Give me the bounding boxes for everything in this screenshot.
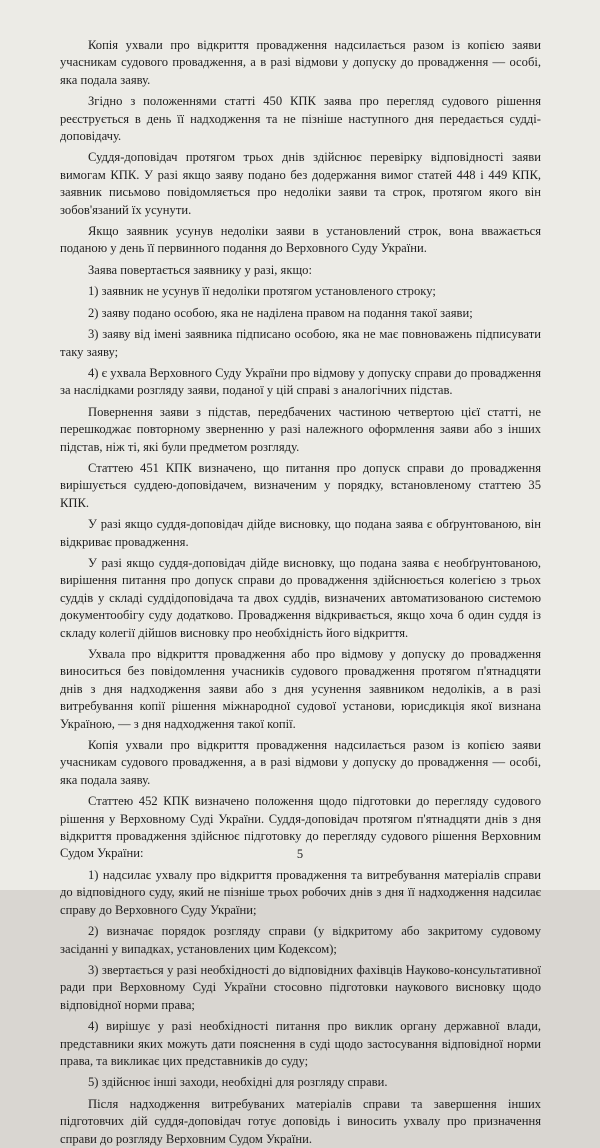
paragraph: У разі якщо суддя-доповідач дійде висновку, що подана заява є необґрунтованою, вирішення питання про допуск справи до провадження здійснюється колегією з трьох суддів у складі суддідоповідача та двох суддів, визначених автоматизованою системою документообігу суду додатково. Провадження відкривається, якщо хоча б один суддя із складу колегії дійшов висновку про необхідність його відкриття. [60,555,541,640]
paragraph: Повернення заяви з підстав, передбачених частиною четвертою цієї статті, не перешкоджає повторному зверненню у разі належного оформлення заяви або з інших підстав, ніж ті, які були предметом розгляду. [60,404,541,454]
paragraph: Після надходження витребуваних матеріалів справи та завершення інших підготовчих дій суддя-доповідач готує доповідь і виносить ухвалу про призначення справи до розгляду Верховним Судом України. [60,1096,541,1146]
list-item: 1) надсилає ухвалу про відкриття провадження та витребування матеріалів справи до відповідного суду, який не пізніше трьох робочих днів з дня її надходження надсилає справу до Верховного Суду України; [60,867,541,917]
paragraph: Статтею 452 КПК визначено положення щодо підготовки до перегляду судового рішення у Верховному Суді України. Суддя-доповідач протягом п'ятнадцяти днів з дня відкриття провадження здійснює підготовку до перегляду судового рішення Верховним Судом України: [60,794,541,861]
paragraph: Копія ухвали про відкриття провадження надсилається разом із копією заяви учасникам судового провадження, а в разі відмови у допуску до провадження — особі, яка подала заяву. [60,38,541,87]
paragraph: Заява повертається заявнику у разі, якщо: [88,262,312,277]
list-item: 5) здійснює інші заходи, необхідні для розгляду справи. [88,1075,388,1090]
list-item: 3) звертається у разі необхідності до відповідних фахівців Науково-консультативної ради при Верховному Суді України стосовно підготовки наукового висновку щодо відповідної норми права; [60,962,541,1012]
paragraph: У разі якщо суддя-доповідач дійде висновку, що подана заява є обґрунтованою, він відкриває провадження. [60,517,541,549]
paragraph: Копія ухвали про відкриття провадження надсилається разом із копією заяви учасникам судового провадження, а в разі відмови у допуску до провадження — особі, яка подала заяву. [60,738,541,787]
paragraph: Згідно з положеннями статті 450 КПК заява про перегляд судового рішення реєструється в день її надходження та не пізніше наступного дня передається судді-доповідачу. [60,94,541,144]
paragraph: Суддя-доповідач протягом трьох днів здійснює перевірку відповідності заяви вимогам КПК. У разі якщо заяву подано без додержання вимог статей 448 і 449 КПК, заявник письмово повідомляється про недоліки заяви та строк, протягом якого він зобов'язаний їх усунути. [60,150,541,217]
list-item: 2) заяву подано особою, яка не наділена правом на подання такої заяви; [88,305,473,320]
paragraph: Ухвала про відкриття провадження або про відмову у допуску до провадження виноситься без повідомлення учасників судового провадження протягом п'ятнадцяти днів з дня надходження заяви або з дня усунення заявником недоліків, а в разі витребування копії рішення міжнародної судової установи, юрисдикція якої визнана Україною, — з дня надходження такої копії. [60,647,541,731]
list-item: 4) є ухвала Верховного Суду України про відмову у допуску справи до провадження за наслідками розгляду заяви, поданої у цій справі з аналогічних підстав. [60,365,541,398]
document-body [60,37,541,1148]
paragraph: Якщо заявник усунув недоліки заяви в установлений строк, вона вважається поданою у день її первинного подання до Верховного Суду України. [60,224,541,256]
list-item: 2) визначає порядок розгляду справи (у відкритому або закритому судовому засіданні у випадках, установлених цим Кодексом); [60,924,541,956]
page-number: 5 [296,847,304,861]
list-item: 3) заяву від імені заявника підписано особою, яка не має повноважень підписувати таку заяву; [60,327,541,359]
list-item: 1) заявник не усунув її недоліки протягом установленого строку; [88,284,436,299]
paragraph: Статтею 451 КПК визначено, що питання про допуск справи до провадження вирішується суддею-доповідачем, визначеним у порядку, встановленому статтею 35 КПК. [60,460,541,510]
list-item: 4) вирішує у разі необхідності питання про виклик органу державної влади, представники яких можуть дати пояснення в суді щодо застосування відповідної норми права, та викликає цих представників до суду; [60,1019,541,1068]
